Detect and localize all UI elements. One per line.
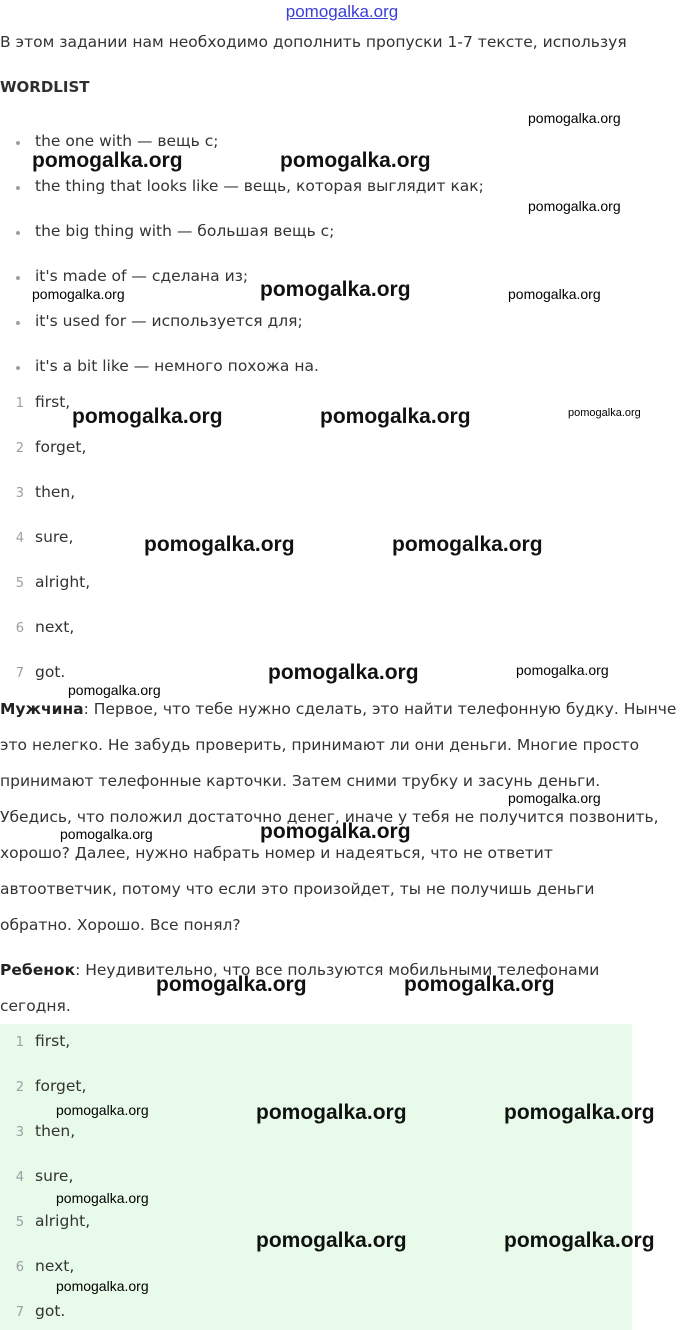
speaker-label: Ребенок <box>0 961 76 979</box>
watermark: pomogalka.org <box>56 1102 149 1118</box>
list-item: it's used for — используется для; <box>16 312 303 330</box>
watermark: pomogalka.org <box>508 286 601 302</box>
list-item: it's a bit like — немного похожа на. <box>16 357 319 375</box>
watermark: pomogalka.org <box>144 533 295 556</box>
watermark: pomogalka.org <box>32 149 183 172</box>
list-item: then, <box>35 483 76 501</box>
watermark: pomogalka.org <box>56 1190 149 1206</box>
list-item: next, <box>35 618 75 636</box>
watermark: pomogalka.org <box>260 278 411 301</box>
watermark: pomogalka.org <box>392 533 543 556</box>
watermark: pomogalka.org <box>504 1101 655 1124</box>
list-number: 4 <box>15 531 24 546</box>
list-item: next, <box>35 1257 75 1275</box>
list-number: 3 <box>15 1125 24 1140</box>
dialogue-child: Ребенок: Неудивительно, что все пользуются мобильными телефонами сегодня. <box>0 961 600 1015</box>
watermark: pomogalka.org <box>56 1278 149 1294</box>
watermark: pomogalka.org <box>404 973 555 996</box>
list-item: alright, <box>35 573 91 591</box>
list-number: 7 <box>15 1305 24 1320</box>
list-number: 2 <box>15 441 24 456</box>
list-number: 1 <box>15 1035 24 1050</box>
list-number: 5 <box>15 576 24 591</box>
list-number: 7 <box>15 666 24 681</box>
list-number: 1 <box>15 396 24 411</box>
list-item: first, <box>35 1032 71 1050</box>
watermark: pomogalka.org <box>32 286 125 302</box>
watermark: pomogalka.org <box>320 405 471 428</box>
watermark: pomogalka.org <box>528 198 621 214</box>
list-item: sure, <box>35 1167 74 1185</box>
list-item: alright, <box>35 1212 91 1230</box>
watermark: pomogalka.org <box>156 973 307 996</box>
list-number: 4 <box>15 1170 24 1185</box>
watermark: pomogalka.org <box>528 110 621 126</box>
list-item: got. <box>35 663 66 681</box>
watermark: pomogalka.org <box>268 661 419 684</box>
watermark: pomogalka.org <box>72 405 223 428</box>
watermark: pomogalka.org <box>508 790 601 806</box>
list-item: then, <box>35 1122 76 1140</box>
list-number: 5 <box>15 1215 24 1230</box>
list-item: first, <box>35 393 71 411</box>
list-number: 2 <box>15 1080 24 1095</box>
watermark: pomogalka.org <box>60 826 153 842</box>
watermark: pomogalka.org <box>568 407 641 419</box>
site-link[interactable]: pomogalka.org <box>285 2 399 21</box>
dialogue-man: Мужчина: Первое, что тебе нужно сделать, это найти телефонную будку. Нынче это нелегко. Не забудь проверить, принимают ли они деньги. Многие просто принимают телефонные карточки. Затем сними трубку и засунь деньги. Убедись, что положил достаточно денег, иначе у тебя не получится позвонить, хорошо? Далее, нужно набрать номер и надеяться, что не ответит автоответчик, потому что если это произойдет, ты не получишь деньги обратно. Хорошо. Все понял? <box>0 700 677 934</box>
list-item: it's made of — сделана из; <box>16 267 248 285</box>
list-item: forget, <box>35 438 87 456</box>
watermark: pomogalka.org <box>504 1229 655 1252</box>
wordlist-heading: WORDLIST <box>0 78 90 96</box>
list-item: got. <box>35 1302 66 1320</box>
list-item: the big thing with — большая вещь с; <box>16 222 334 240</box>
watermark: pomogalka.org <box>280 149 431 172</box>
list-number: 3 <box>15 486 24 501</box>
watermark: pomogalka.org <box>516 662 609 678</box>
list-item: forget, <box>35 1077 87 1095</box>
watermark: pomogalka.org <box>256 1101 407 1124</box>
intro-text: В этом задании нам необходимо дополнить пропуски 1-7 тексте, используя <box>0 33 627 51</box>
speaker-label: Мужчина <box>0 700 84 718</box>
watermark: pomogalka.org <box>260 820 411 843</box>
list-item: the one with — вещь с; <box>16 132 218 150</box>
watermark: pomogalka.org <box>68 682 161 698</box>
watermark: pomogalka.org <box>256 1229 407 1252</box>
list-item: sure, <box>35 528 74 546</box>
list-item: the thing that looks like — вещь, которая выглядит как; <box>16 177 484 195</box>
list-number: 6 <box>15 1260 24 1275</box>
list-number: 6 <box>15 621 24 636</box>
